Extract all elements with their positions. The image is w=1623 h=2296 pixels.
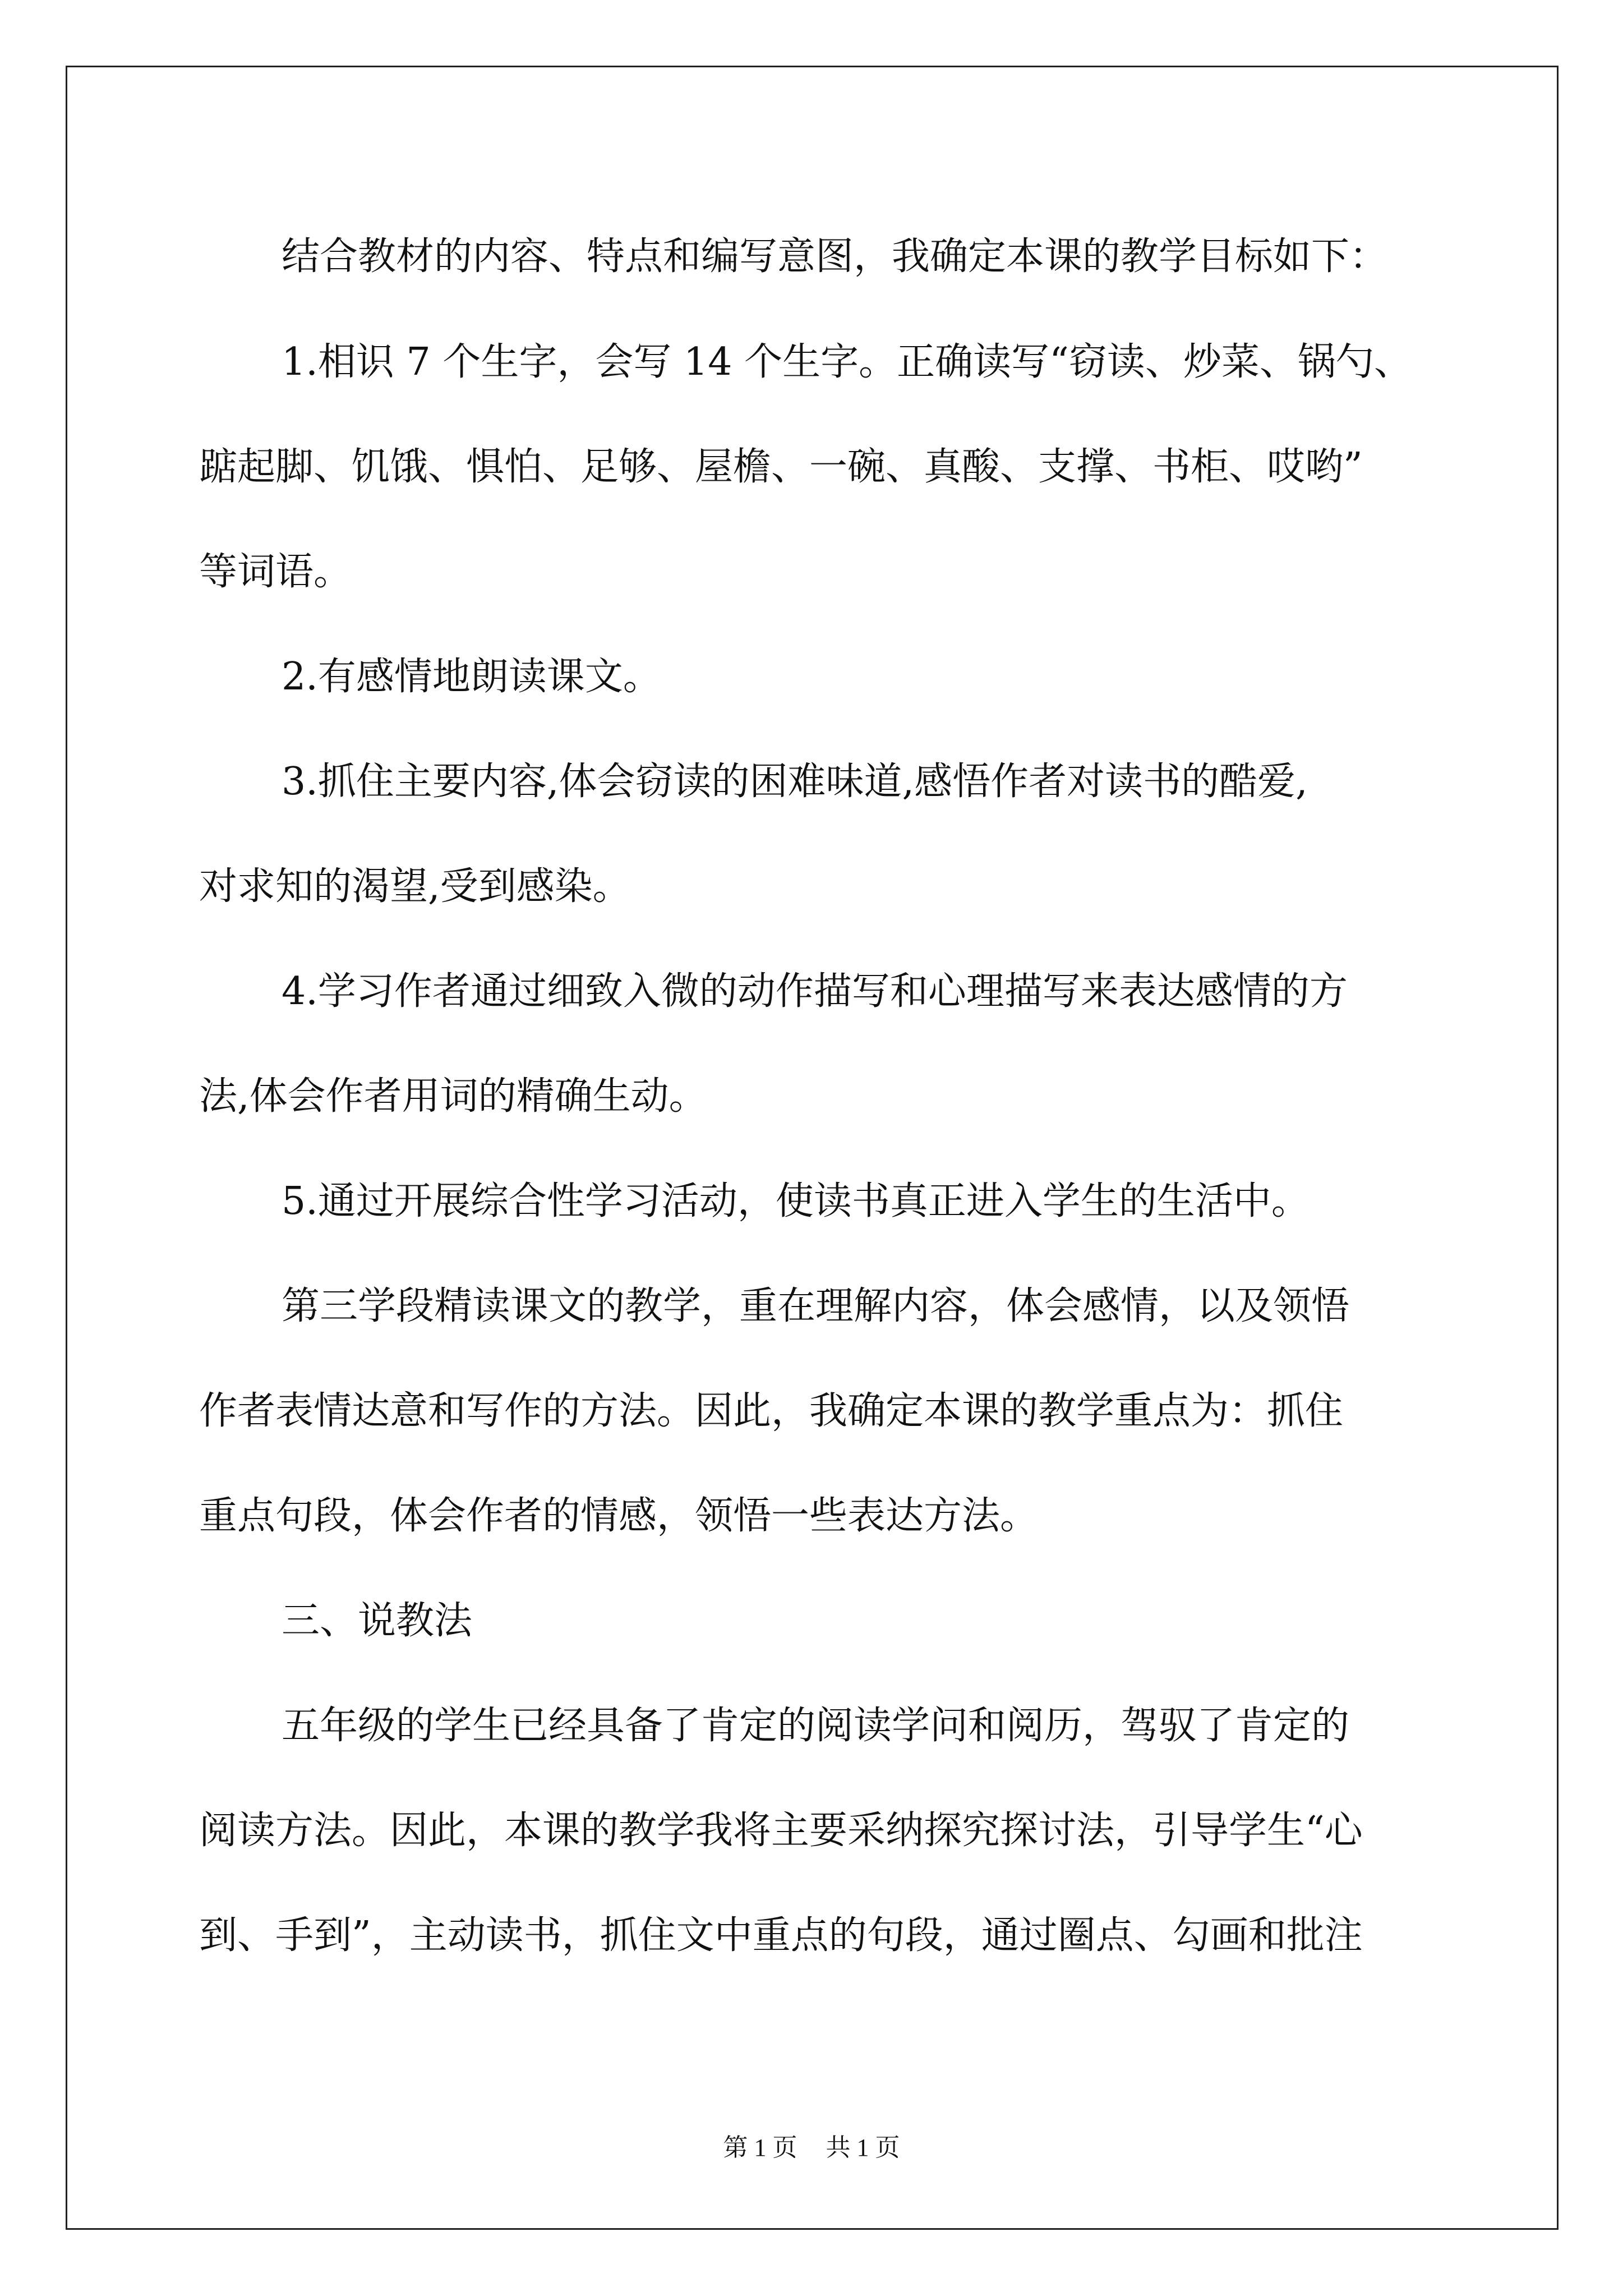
paragraph-line: 5.通过开展综合性学习活动，使读书真正进入学生的生活中。 bbox=[282, 1179, 1310, 1223]
page-total: 共 1 页 bbox=[826, 2134, 900, 2161]
paragraph-line: 3.抓住主要内容,体会窃读的困难味道,感悟作者对读书的酷爱, bbox=[282, 760, 1308, 804]
paragraph-line: 踮起脚、饥饿、惧怕、足够、屋檐、一碗、真酸、支撑、书柜、哎哟” bbox=[199, 445, 1363, 489]
paragraph-line: 2.有感情地朗读课文。 bbox=[282, 655, 661, 699]
paragraph-line: 结合教材的内容、特点和编写意图，我确定本课的教学目标如下： bbox=[282, 234, 1388, 279]
paragraph-line: 1.相识 7 个生字，会写 14 个生字。正确读写“窃读、炒菜、锅勺、 bbox=[282, 340, 1412, 384]
page-footer bbox=[0, 2127, 1623, 2163]
paragraph-line: 到、手到”，主动读书，抓住文中重点的句段，通过圈点、勾画和批注 bbox=[199, 1913, 1363, 1958]
paragraph-line: 五年级的学生已经具备了肯定的阅读学问和阅历，驾驭了肯定的 bbox=[282, 1704, 1350, 1748]
paragraph-line: 重点句段，体会作者的情感，领悟一些表达方法。 bbox=[199, 1494, 1039, 1538]
page-border bbox=[66, 66, 1559, 2230]
paragraph-line: 第三学段精读课文的教学，重在理解内容，体会感情，以及领悟 bbox=[282, 1284, 1350, 1328]
page-number: 第 1 页 bbox=[723, 2134, 797, 2161]
paragraph-line: 作者表情达意和写作的方法。因此，我确定本课的教学重点为：抓住 bbox=[199, 1389, 1344, 1433]
paragraph-line: 4.学习作者通过细致入微的动作描写和心理描写来表达感情的方 bbox=[282, 969, 1348, 1014]
section-heading: 三、说教法 bbox=[282, 1599, 473, 1643]
paragraph-line: 等词语。 bbox=[199, 550, 352, 594]
paragraph-line: 对求知的渴望,受到感染。 bbox=[199, 864, 631, 909]
paragraph-line: 阅读方法。因此，本课的教学我将主要采纳探究探讨法，引导学生“心 bbox=[199, 1809, 1363, 1853]
paragraph-line: 法,体会作者用词的精确生动。 bbox=[199, 1074, 707, 1119]
